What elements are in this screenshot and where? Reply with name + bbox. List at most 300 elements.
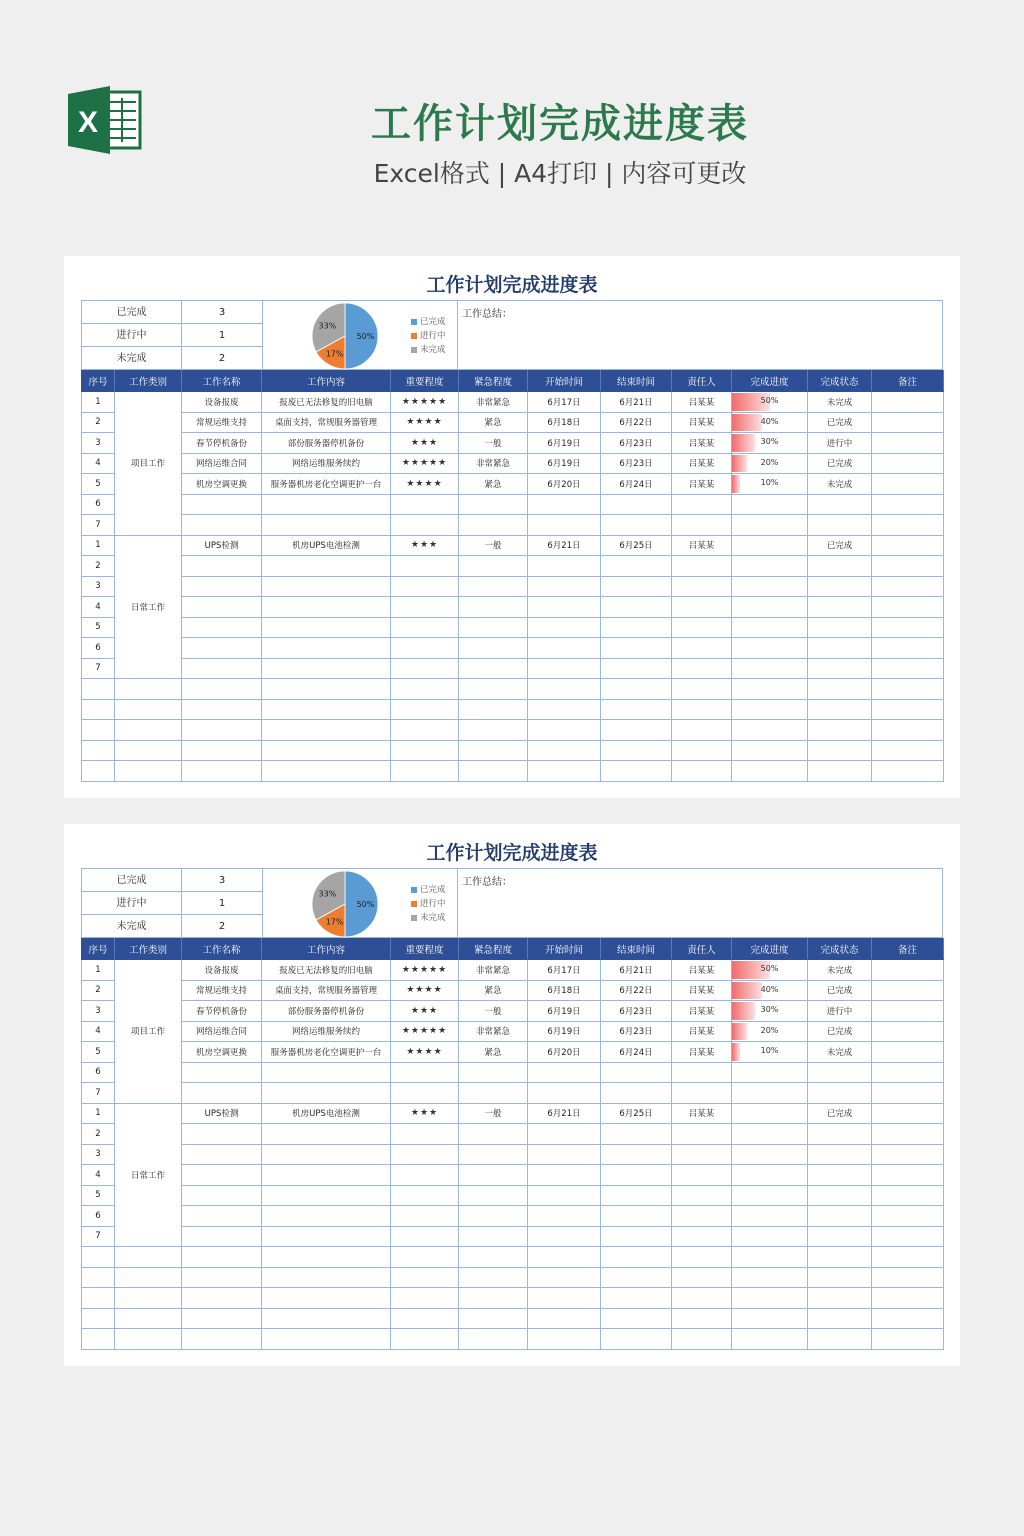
empty-cell[interactable] <box>182 761 262 782</box>
importance-cell[interactable]: ★★★★★ <box>391 453 459 474</box>
progress-cell[interactable] <box>732 576 808 597</box>
start-date-cell[interactable] <box>528 597 601 618</box>
empty-cell[interactable] <box>808 761 872 782</box>
remark-cell[interactable] <box>872 638 944 659</box>
remark-cell[interactable] <box>872 1103 944 1124</box>
index-cell[interactable]: 4 <box>82 597 115 618</box>
index-cell[interactable]: 7 <box>82 515 115 536</box>
owner-cell[interactable] <box>672 597 732 618</box>
empty-cell[interactable] <box>672 699 732 720</box>
end-date-cell[interactable]: 6月25日 <box>601 535 672 556</box>
urgency-cell[interactable] <box>459 638 528 659</box>
index-cell[interactable]: 3 <box>82 576 115 597</box>
urgency-cell[interactable]: 非常紧急 <box>459 453 528 474</box>
status-cell[interactable]: 已完成 <box>808 535 872 556</box>
empty-cell[interactable] <box>182 1288 262 1309</box>
remark-cell[interactable] <box>872 576 944 597</box>
task-content-cell[interactable]: 服务器机房老化空调更护一台 <box>262 1042 391 1063</box>
progress-cell[interactable] <box>732 494 808 515</box>
end-date-cell[interactable] <box>601 1165 672 1186</box>
empty-cell[interactable] <box>82 1288 115 1309</box>
task-name-cell[interactable] <box>182 1165 262 1186</box>
empty-cell[interactable] <box>601 1288 672 1309</box>
empty-cell[interactable] <box>872 679 944 700</box>
empty-cell[interactable] <box>391 679 459 700</box>
empty-cell[interactable] <box>115 720 182 741</box>
empty-cell[interactable] <box>528 699 601 720</box>
empty-cell[interactable] <box>732 1288 808 1309</box>
remark-cell[interactable] <box>872 556 944 577</box>
task-content-cell[interactable] <box>262 658 391 679</box>
status-cell[interactable] <box>808 1165 872 1186</box>
urgency-cell[interactable] <box>459 494 528 515</box>
owner-cell[interactable] <box>672 515 732 536</box>
empty-cell[interactable] <box>872 1308 944 1329</box>
owner-cell[interactable] <box>672 494 732 515</box>
owner-cell[interactable] <box>672 1185 732 1206</box>
task-name-cell[interactable]: 设备报废 <box>182 960 262 981</box>
remark-cell[interactable] <box>872 1083 944 1104</box>
remark-cell[interactable] <box>872 474 944 495</box>
remark-cell[interactable] <box>872 617 944 638</box>
status-cell[interactable]: 已完成 <box>808 980 872 1001</box>
owner-cell[interactable] <box>672 638 732 659</box>
urgency-cell[interactable] <box>459 597 528 618</box>
end-date-cell[interactable] <box>601 1062 672 1083</box>
empty-cell[interactable] <box>262 1308 391 1329</box>
progress-cell[interactable] <box>732 412 808 433</box>
empty-cell[interactable] <box>732 1308 808 1329</box>
start-date-cell[interactable] <box>528 1165 601 1186</box>
empty-cell[interactable] <box>115 1267 182 1288</box>
empty-cell[interactable] <box>732 720 808 741</box>
urgency-cell[interactable] <box>459 1226 528 1247</box>
index-cell[interactable]: 2 <box>82 412 115 433</box>
index-cell[interactable]: 2 <box>82 1124 115 1145</box>
index-cell[interactable]: 5 <box>82 474 115 495</box>
status-cell[interactable] <box>808 1144 872 1165</box>
task-content-cell[interactable]: 部份服务器停机备份 <box>262 433 391 454</box>
task-name-cell[interactable] <box>182 638 262 659</box>
progress-cell[interactable] <box>732 617 808 638</box>
status-cell[interactable] <box>808 556 872 577</box>
empty-cell[interactable] <box>115 1308 182 1329</box>
remark-cell[interactable] <box>872 980 944 1001</box>
progress-cell[interactable] <box>732 658 808 679</box>
empty-cell[interactable] <box>808 1329 872 1350</box>
empty-cell[interactable] <box>262 1267 391 1288</box>
start-date-cell[interactable]: 6月20日 <box>528 1042 601 1063</box>
end-date-cell[interactable]: 6月23日 <box>601 453 672 474</box>
index-cell[interactable]: 1 <box>82 535 115 556</box>
importance-cell[interactable]: ★★★ <box>391 1103 459 1124</box>
remark-cell[interactable] <box>872 392 944 413</box>
index-cell[interactable]: 7 <box>82 658 115 679</box>
empty-cell[interactable] <box>391 1329 459 1350</box>
empty-cell[interactable] <box>459 1308 528 1329</box>
remark-cell[interactable] <box>872 412 944 433</box>
urgency-cell[interactable]: 一般 <box>459 1103 528 1124</box>
index-cell[interactable]: 2 <box>82 980 115 1001</box>
remark-cell[interactable] <box>872 960 944 981</box>
remark-cell[interactable] <box>872 1042 944 1063</box>
empty-cell[interactable] <box>82 1329 115 1350</box>
progress-cell[interactable] <box>732 515 808 536</box>
urgency-cell[interactable] <box>459 1185 528 1206</box>
owner-cell[interactable]: 吕某某 <box>672 535 732 556</box>
end-date-cell[interactable]: 6月21日 <box>601 960 672 981</box>
task-name-cell[interactable] <box>182 556 262 577</box>
task-content-cell[interactable] <box>262 1124 391 1145</box>
empty-cell[interactable] <box>672 1329 732 1350</box>
importance-cell[interactable] <box>391 576 459 597</box>
status-cell[interactable] <box>808 1185 872 1206</box>
task-content-cell[interactable] <box>262 617 391 638</box>
remark-cell[interactable] <box>872 1021 944 1042</box>
empty-cell[interactable] <box>391 761 459 782</box>
index-cell[interactable]: 1 <box>82 392 115 413</box>
status-cell[interactable] <box>808 1206 872 1227</box>
status-cell[interactable] <box>808 576 872 597</box>
progress-cell[interactable] <box>732 980 808 1001</box>
task-name-cell[interactable]: UPS检测 <box>182 1103 262 1124</box>
empty-cell[interactable] <box>872 720 944 741</box>
urgency-cell[interactable]: 一般 <box>459 535 528 556</box>
empty-cell[interactable] <box>182 1308 262 1329</box>
start-date-cell[interactable] <box>528 1144 601 1165</box>
remark-cell[interactable] <box>872 658 944 679</box>
start-date-cell[interactable]: 6月21日 <box>528 1103 601 1124</box>
importance-cell[interactable] <box>391 1206 459 1227</box>
owner-cell[interactable] <box>672 617 732 638</box>
task-name-cell[interactable] <box>182 1062 262 1083</box>
empty-cell[interactable] <box>808 699 872 720</box>
task-content-cell[interactable] <box>262 1165 391 1186</box>
owner-cell[interactable]: 吕某某 <box>672 960 732 981</box>
empty-cell[interactable] <box>182 679 262 700</box>
progress-cell[interactable] <box>732 1144 808 1165</box>
importance-cell[interactable] <box>391 515 459 536</box>
urgency-cell[interactable]: 一般 <box>459 433 528 454</box>
empty-cell[interactable] <box>82 761 115 782</box>
status-cell[interactable]: 进行中 <box>808 433 872 454</box>
index-cell[interactable]: 4 <box>82 453 115 474</box>
status-cell[interactable]: 已完成 <box>808 412 872 433</box>
empty-cell[interactable] <box>528 1308 601 1329</box>
category-cell[interactable]: 项目工作 <box>115 392 182 536</box>
category-cell[interactable]: 项目工作 <box>115 960 182 1104</box>
start-date-cell[interactable] <box>528 556 601 577</box>
importance-cell[interactable]: ★★★★ <box>391 1042 459 1063</box>
importance-cell[interactable] <box>391 1185 459 1206</box>
empty-cell[interactable] <box>528 761 601 782</box>
status-cell[interactable]: 未完成 <box>808 1042 872 1063</box>
task-content-cell[interactable]: 部份服务器停机备份 <box>262 1001 391 1022</box>
importance-cell[interactable]: ★★★ <box>391 535 459 556</box>
empty-cell[interactable] <box>262 740 391 761</box>
owner-cell[interactable] <box>672 1062 732 1083</box>
start-date-cell[interactable] <box>528 515 601 536</box>
end-date-cell[interactable]: 6月23日 <box>601 433 672 454</box>
task-name-cell[interactable] <box>182 617 262 638</box>
start-date-cell[interactable] <box>528 658 601 679</box>
end-date-cell[interactable]: 6月23日 <box>601 1021 672 1042</box>
urgency-cell[interactable] <box>459 1062 528 1083</box>
empty-cell[interactable] <box>182 720 262 741</box>
status-cell[interactable] <box>808 494 872 515</box>
task-content-cell[interactable]: 机房UPS电池检测 <box>262 1103 391 1124</box>
end-date-cell[interactable] <box>601 1124 672 1145</box>
status-cell[interactable] <box>808 1124 872 1145</box>
empty-cell[interactable] <box>391 740 459 761</box>
urgency-cell[interactable] <box>459 1083 528 1104</box>
empty-cell[interactable] <box>82 699 115 720</box>
empty-cell[interactable] <box>262 720 391 741</box>
importance-cell[interactable] <box>391 1124 459 1145</box>
urgency-cell[interactable] <box>459 1165 528 1186</box>
urgency-cell[interactable] <box>459 617 528 638</box>
task-content-cell[interactable] <box>262 1062 391 1083</box>
empty-cell[interactable] <box>672 1267 732 1288</box>
task-content-cell[interactable]: 报废已无法修复的旧电脑 <box>262 392 391 413</box>
empty-cell[interactable] <box>459 679 528 700</box>
urgency-cell[interactable] <box>459 576 528 597</box>
end-date-cell[interactable] <box>601 1185 672 1206</box>
remark-cell[interactable] <box>872 1165 944 1186</box>
end-date-cell[interactable]: 6月24日 <box>601 1042 672 1063</box>
status-cell[interactable] <box>808 597 872 618</box>
task-name-cell[interactable]: 常规运维支持 <box>182 980 262 1001</box>
urgency-cell[interactable]: 紧急 <box>459 980 528 1001</box>
owner-cell[interactable]: 吕某某 <box>672 980 732 1001</box>
status-cell[interactable] <box>808 1226 872 1247</box>
owner-cell[interactable] <box>672 1206 732 1227</box>
end-date-cell[interactable] <box>601 576 672 597</box>
status-cell[interactable] <box>808 1062 872 1083</box>
task-content-cell[interactable] <box>262 1206 391 1227</box>
progress-cell[interactable] <box>732 1165 808 1186</box>
status-cell[interactable]: 已完成 <box>808 1103 872 1124</box>
empty-cell[interactable] <box>115 740 182 761</box>
empty-cell[interactable] <box>459 740 528 761</box>
index-cell[interactable]: 4 <box>82 1165 115 1186</box>
empty-cell[interactable] <box>459 699 528 720</box>
importance-cell[interactable] <box>391 638 459 659</box>
empty-cell[interactable] <box>262 699 391 720</box>
end-date-cell[interactable] <box>601 638 672 659</box>
task-content-cell[interactable]: 网络运维服务续约 <box>262 453 391 474</box>
index-cell[interactable]: 4 <box>82 1021 115 1042</box>
end-date-cell[interactable] <box>601 1083 672 1104</box>
importance-cell[interactable]: ★★★★★ <box>391 960 459 981</box>
empty-cell[interactable] <box>182 740 262 761</box>
owner-cell[interactable]: 吕某某 <box>672 412 732 433</box>
task-content-cell[interactable] <box>262 556 391 577</box>
task-content-cell[interactable]: 网络运维服务续约 <box>262 1021 391 1042</box>
category-cell[interactable]: 日常工作 <box>115 1103 182 1247</box>
empty-cell[interactable] <box>672 720 732 741</box>
empty-cell[interactable] <box>808 720 872 741</box>
task-content-cell[interactable] <box>262 638 391 659</box>
task-name-cell[interactable] <box>182 1185 262 1206</box>
empty-cell[interactable] <box>82 679 115 700</box>
empty-cell[interactable] <box>115 699 182 720</box>
progress-cell[interactable] <box>732 1021 808 1042</box>
urgency-cell[interactable]: 非常紧急 <box>459 960 528 981</box>
empty-cell[interactable] <box>528 679 601 700</box>
empty-cell[interactable] <box>528 1329 601 1350</box>
empty-cell[interactable] <box>391 720 459 741</box>
empty-cell[interactable] <box>182 1267 262 1288</box>
end-date-cell[interactable] <box>601 617 672 638</box>
progress-cell[interactable] <box>732 1226 808 1247</box>
task-name-cell[interactable]: 春节停机备份 <box>182 1001 262 1022</box>
importance-cell[interactable]: ★★★★ <box>391 412 459 433</box>
task-name-cell[interactable] <box>182 597 262 618</box>
empty-cell[interactable] <box>182 699 262 720</box>
task-content-cell[interactable]: 机房UPS电池检测 <box>262 535 391 556</box>
remark-cell[interactable] <box>872 1226 944 1247</box>
empty-cell[interactable] <box>115 1247 182 1268</box>
task-name-cell[interactable]: 网络运维合同 <box>182 453 262 474</box>
owner-cell[interactable]: 吕某某 <box>672 474 732 495</box>
owner-cell[interactable] <box>672 1226 732 1247</box>
end-date-cell[interactable] <box>601 556 672 577</box>
progress-cell[interactable] <box>732 1001 808 1022</box>
index-cell[interactable]: 7 <box>82 1226 115 1247</box>
urgency-cell[interactable] <box>459 515 528 536</box>
urgency-cell[interactable] <box>459 556 528 577</box>
empty-cell[interactable] <box>182 1247 262 1268</box>
empty-cell[interactable] <box>808 679 872 700</box>
end-date-cell[interactable]: 6月21日 <box>601 392 672 413</box>
end-date-cell[interactable]: 6月23日 <box>601 1001 672 1022</box>
task-content-cell[interactable]: 服务器机房老化空调更护一台 <box>262 474 391 495</box>
progress-cell[interactable] <box>732 392 808 413</box>
start-date-cell[interactable]: 6月19日 <box>528 453 601 474</box>
progress-cell[interactable] <box>732 1206 808 1227</box>
empty-cell[interactable] <box>182 1329 262 1350</box>
empty-cell[interactable] <box>262 1247 391 1268</box>
importance-cell[interactable] <box>391 494 459 515</box>
end-date-cell[interactable]: 6月25日 <box>601 1103 672 1124</box>
start-date-cell[interactable] <box>528 1124 601 1145</box>
remark-cell[interactable] <box>872 1001 944 1022</box>
empty-cell[interactable] <box>601 720 672 741</box>
urgency-cell[interactable]: 一般 <box>459 1001 528 1022</box>
start-date-cell[interactable] <box>528 638 601 659</box>
empty-cell[interactable] <box>601 1329 672 1350</box>
owner-cell[interactable]: 吕某某 <box>672 453 732 474</box>
progress-cell[interactable] <box>732 1124 808 1145</box>
remark-cell[interactable] <box>872 1185 944 1206</box>
index-cell[interactable]: 7 <box>82 1083 115 1104</box>
index-cell[interactable]: 3 <box>82 1144 115 1165</box>
start-date-cell[interactable] <box>528 1083 601 1104</box>
empty-cell[interactable] <box>872 1247 944 1268</box>
urgency-cell[interactable] <box>459 1144 528 1165</box>
start-date-cell[interactable] <box>528 1062 601 1083</box>
progress-cell[interactable] <box>732 556 808 577</box>
status-cell[interactable]: 已完成 <box>808 1021 872 1042</box>
owner-cell[interactable] <box>672 658 732 679</box>
empty-cell[interactable] <box>528 720 601 741</box>
task-name-cell[interactable] <box>182 1124 262 1145</box>
empty-cell[interactable] <box>391 699 459 720</box>
owner-cell[interactable] <box>672 556 732 577</box>
index-cell[interactable]: 1 <box>82 960 115 981</box>
index-cell[interactable]: 2 <box>82 556 115 577</box>
empty-cell[interactable] <box>82 1308 115 1329</box>
remark-cell[interactable] <box>872 1206 944 1227</box>
task-name-cell[interactable] <box>182 515 262 536</box>
empty-cell[interactable] <box>672 740 732 761</box>
empty-cell[interactable] <box>82 1247 115 1268</box>
end-date-cell[interactable]: 6月22日 <box>601 980 672 1001</box>
empty-cell[interactable] <box>459 1247 528 1268</box>
task-name-cell[interactable]: UPS检测 <box>182 535 262 556</box>
remark-cell[interactable] <box>872 1124 944 1145</box>
progress-cell[interactable] <box>732 1062 808 1083</box>
empty-cell[interactable] <box>459 1288 528 1309</box>
empty-cell[interactable] <box>391 1308 459 1329</box>
empty-cell[interactable] <box>872 1267 944 1288</box>
index-cell[interactable]: 6 <box>82 1206 115 1227</box>
urgency-cell[interactable]: 非常紧急 <box>459 1021 528 1042</box>
empty-cell[interactable] <box>601 679 672 700</box>
owner-cell[interactable] <box>672 576 732 597</box>
urgency-cell[interactable] <box>459 1206 528 1227</box>
empty-cell[interactable] <box>601 1247 672 1268</box>
progress-cell[interactable] <box>732 453 808 474</box>
task-name-cell[interactable]: 机房空调更换 <box>182 1042 262 1063</box>
status-cell[interactable] <box>808 1083 872 1104</box>
status-cell[interactable] <box>808 658 872 679</box>
index-cell[interactable]: 5 <box>82 617 115 638</box>
task-name-cell[interactable] <box>182 658 262 679</box>
empty-cell[interactable] <box>808 1247 872 1268</box>
category-cell[interactable]: 日常工作 <box>115 535 182 679</box>
empty-cell[interactable] <box>459 1267 528 1288</box>
urgency-cell[interactable]: 紧急 <box>459 412 528 433</box>
progress-cell[interactable] <box>732 535 808 556</box>
index-cell[interactable]: 1 <box>82 1103 115 1124</box>
importance-cell[interactable] <box>391 1144 459 1165</box>
empty-cell[interactable] <box>672 1288 732 1309</box>
empty-cell[interactable] <box>528 1288 601 1309</box>
empty-cell[interactable] <box>672 679 732 700</box>
start-date-cell[interactable] <box>528 617 601 638</box>
empty-cell[interactable] <box>601 740 672 761</box>
task-name-cell[interactable]: 机房空调更换 <box>182 474 262 495</box>
empty-cell[interactable] <box>808 1267 872 1288</box>
task-name-cell[interactable]: 网络运维合同 <box>182 1021 262 1042</box>
empty-cell[interactable] <box>672 1308 732 1329</box>
empty-cell[interactable] <box>672 761 732 782</box>
progress-cell[interactable] <box>732 433 808 454</box>
empty-cell[interactable] <box>115 679 182 700</box>
importance-cell[interactable] <box>391 556 459 577</box>
empty-cell[interactable] <box>732 679 808 700</box>
importance-cell[interactable] <box>391 1226 459 1247</box>
task-content-cell[interactable] <box>262 1083 391 1104</box>
task-content-cell[interactable] <box>262 1185 391 1206</box>
empty-cell[interactable] <box>391 1267 459 1288</box>
empty-cell[interactable] <box>82 1267 115 1288</box>
status-cell[interactable] <box>808 617 872 638</box>
importance-cell[interactable]: ★★★ <box>391 1001 459 1022</box>
task-content-cell[interactable] <box>262 515 391 536</box>
